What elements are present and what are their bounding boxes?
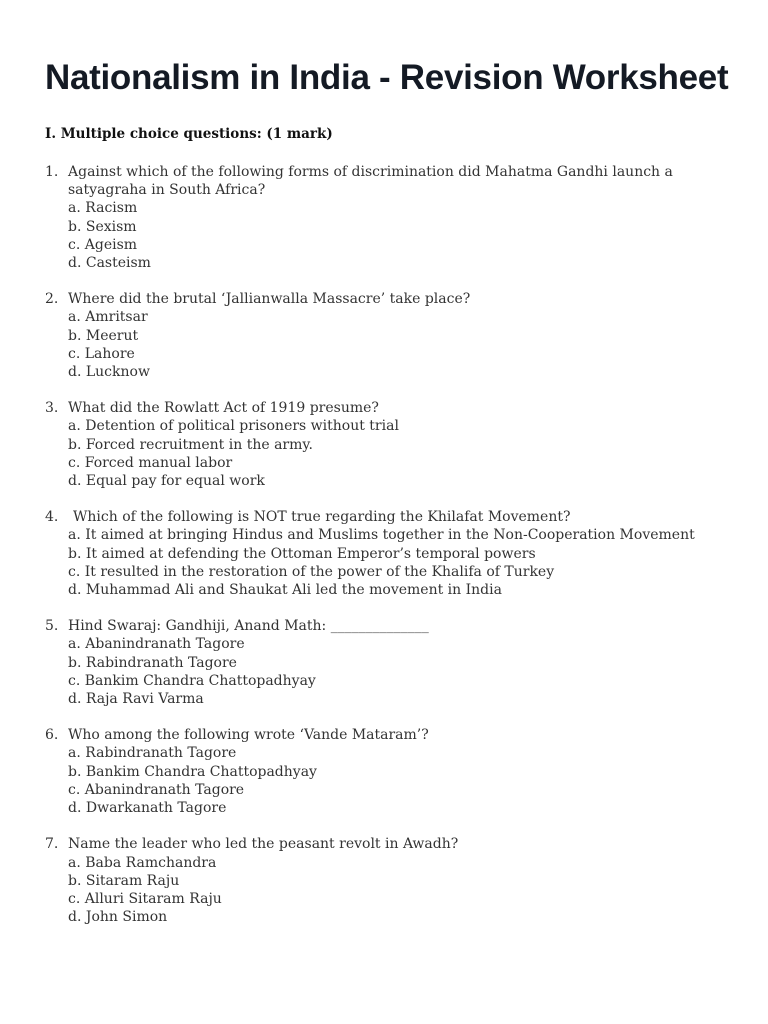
worksheet-page	[45, 50, 745, 944]
answer-option: b. Sexism	[68, 218, 137, 235]
question-item	[45, 399, 745, 490]
answer-option: b. It aimed at defending the Ottoman Emperor’s temporal powers	[68, 545, 536, 562]
answer-options	[68, 526, 745, 599]
answer-option: c. Lahore	[68, 345, 135, 362]
question-number: 6.	[45, 727, 59, 744]
answer-option: d. Raja Ravi Varma	[68, 691, 204, 708]
worksheet-title: Nationalism in India - Revision Worksheet	[45, 58, 729, 97]
answer-option: b. Rabindranath Tagore	[68, 654, 237, 671]
answer-option: a. Abanindranath Tagore	[68, 636, 245, 653]
answer-option: c. Forced manual labor	[68, 454, 233, 471]
answer-options	[68, 417, 745, 490]
answer-option: a. Racism	[68, 200, 138, 217]
answer-option: c. Bankim Chandra Chattopadhyay	[68, 672, 316, 689]
answer-option: a. Detention of political prisoners without trial	[68, 418, 399, 435]
question-item	[45, 508, 745, 599]
answer-option: c. Alluri Sitaram Raju	[68, 890, 222, 907]
question-text: Name the leader who led the peasant revolt in Awadh?	[68, 836, 459, 853]
answer-option: b. Forced recruitment in the army.	[68, 436, 313, 453]
question-line	[45, 726, 745, 744]
question-item	[45, 617, 745, 708]
answer-option: d. Equal pay for equal work	[68, 473, 265, 490]
answer-option: a. Amritsar	[68, 309, 148, 326]
question-line	[45, 617, 745, 635]
question-number: 4.	[45, 509, 59, 526]
question-text: Which of the following is NOT true regarding the Khilafat Movement?	[73, 509, 571, 526]
question-line	[45, 163, 745, 199]
question-number: 2.	[45, 291, 59, 308]
question-item	[45, 163, 745, 272]
answer-option: c. It resulted in the restoration of the power of the Khalifa of Turkey	[68, 563, 555, 580]
question-number: 1.	[45, 164, 59, 180]
question-line	[45, 290, 745, 308]
answer-option: d. Dwarkanath Tagore	[68, 800, 227, 817]
answer-options	[68, 308, 745, 381]
question-item	[45, 835, 745, 926]
answer-option: c. Ageism	[68, 236, 138, 253]
question-text: Where did the brutal ‘Jallianwalla Massacre’ take place?	[68, 291, 471, 308]
question-number: 5.	[45, 618, 59, 635]
answer-option: a. It aimed at bringing Hindus and Muslims together in the Non-Cooperation Movement	[68, 527, 695, 544]
question-text: Against which of the following forms of discrimination did Mahatma Gandhi launch a satyagraha in South Africa?	[68, 164, 673, 199]
question-line	[45, 508, 745, 526]
answer-option: b. Sitaram Raju	[68, 872, 180, 889]
answer-options	[68, 199, 745, 272]
section-heading: I. Multiple choice questions: (1 mark)	[45, 126, 333, 142]
answer-option: a. Baba Ramchandra	[68, 854, 217, 871]
answer-option: d. Lucknow	[68, 364, 150, 381]
answer-options	[68, 744, 745, 817]
question-text: Hind Swaraj: Gandhiji, Anand Math: ______________	[68, 618, 429, 635]
question-list	[45, 163, 745, 926]
answer-options	[68, 854, 745, 927]
answer-options	[68, 635, 745, 708]
question-text: What did the Rowlatt Act of 1919 presume?	[68, 400, 379, 417]
question-item	[45, 290, 745, 381]
answer-option: d. Muhammad Ali and Shaukat Ali led the movement in India	[68, 582, 502, 599]
answer-option: b. Bankim Chandra Chattopadhyay	[68, 763, 317, 780]
answer-option: b. Meerut	[68, 327, 139, 344]
question-text: Who among the following wrote ‘Vande Mataram’?	[68, 727, 429, 744]
question-number: 7.	[45, 836, 59, 853]
answer-option: c. Abanindranath Tagore	[68, 781, 245, 798]
answer-option: a. Rabindranath Tagore	[68, 745, 237, 762]
question-number: 3.	[45, 400, 59, 417]
answer-option: d. Casteism	[68, 255, 151, 272]
answer-option: d. John Simon	[68, 909, 168, 926]
question-line	[45, 399, 745, 417]
question-line	[45, 835, 745, 853]
question-item	[45, 726, 745, 817]
